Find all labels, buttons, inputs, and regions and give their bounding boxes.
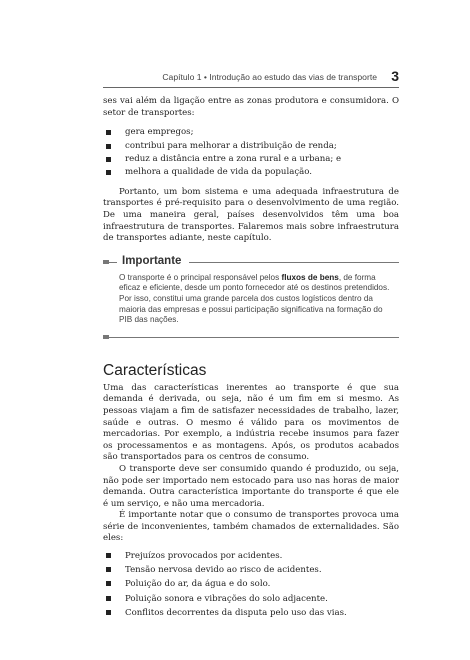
- list-item: Prejuízos provocados por acidentes.: [103, 549, 399, 563]
- intro-bullet-list: [103, 126, 399, 180]
- section-heading: Características: [103, 361, 207, 379]
- list-item: contribui para melhorar a distribuição de renda;: [103, 140, 399, 153]
- important-box-text: O transporte é o principal responsável pelos fluxos de bens, de forma eficaz e eficiente, desde um ponto fornecedor até os destinos pretendidos. Por isso, constitui uma grande parcela dos custos logísticos dentro da maioria das empresas e possui participação significativa na formação do PIB das nações.: [119, 272, 390, 325]
- header-rule: [103, 87, 399, 88]
- important-box-footer: [103, 332, 399, 342]
- intro-paragraph-2: Portanto, um bom sistema e uma adequada infraestrutura de transportes é pré-requisito para o desenvolvimento de uma região. De uma maneira geral, países desenvolvidos têm uma boa infraestrutura de transportes. Falaremos mais sobre infraestrutura de transportes adiante, neste capítulo.: [103, 186, 399, 244]
- bullet-square-icon: [106, 157, 111, 162]
- emphasized-term: fluxos de bens: [281, 272, 339, 282]
- list-item: gera empregos;: [103, 126, 399, 139]
- chapter-header-text: Capítulo 1 • Introdução ao estudo das vias de transporte: [162, 72, 377, 82]
- important-box-header: [103, 255, 399, 269]
- bullet-square-icon: [106, 144, 111, 149]
- bullet-square-icon: [106, 567, 111, 572]
- section-paragraph-1: Uma das características inerentes ao transporte é que sua demanda é derivada, ou seja, não é um fim em si mesmo. As pessoas viajam a fim de satisfazer necessidades de trabalho, lazer, saúde e outras. O mesmo é válido para os movimentos de mercadorias. Por exemplo, a indústria recebe insumos para fazer os processamentos e as montagens. Após, os produtos acabados são transportados para os centros de consumo.: [103, 382, 399, 463]
- box-rule: [189, 262, 399, 263]
- bullet-square-icon: [106, 581, 111, 586]
- list-item: Poluição do ar, da água e do solo.: [103, 577, 399, 591]
- section-paragraph-3: É importante notar que o consumo de transportes provoca uma série de inconvenientes, também chamados de externalidades. São eles:: [103, 510, 399, 544]
- bullet-square-icon: [106, 170, 111, 175]
- bullet-square-icon: [106, 610, 111, 615]
- intro-paragraph: ses vai além da ligação entre as zonas produtora e consumidora. O setor de transportes:: [103, 96, 399, 118]
- box-rule: [109, 337, 399, 338]
- section-paragraph-2: O transporte deve ser consumido quando é produzido, ou seja, não pode ser importado nem estocado para uso nas horas de maior demanda. Outra característica importante do transporte é que ele é um serviço, e não uma mercadoria.: [103, 463, 399, 509]
- important-box-title: Importante: [122, 254, 182, 267]
- list-item: Poluição sonora e vibrações do solo adjacente.: [103, 592, 399, 606]
- important-box: [103, 255, 399, 342]
- list-item: melhora a qualidade de vida da população.: [103, 166, 399, 179]
- list-item: reduz a distância entre a zona rural e a urbana; e: [103, 153, 399, 166]
- list-item: Tensão nervosa devido ao risco de acidentes.: [103, 563, 399, 577]
- bullet-square-icon: [106, 553, 111, 558]
- page-number: 3: [391, 68, 399, 84]
- list-item: Conflitos decorrentes da disputa pelo uso das vias.: [103, 606, 399, 620]
- page-content: [103, 96, 399, 620]
- running-header: [103, 69, 399, 89]
- bullet-square-icon: [106, 596, 111, 601]
- bullet-square-icon: [106, 130, 111, 135]
- important-box-body: [103, 269, 399, 326]
- box-rule: [109, 262, 117, 263]
- externalities-list: [103, 549, 399, 620]
